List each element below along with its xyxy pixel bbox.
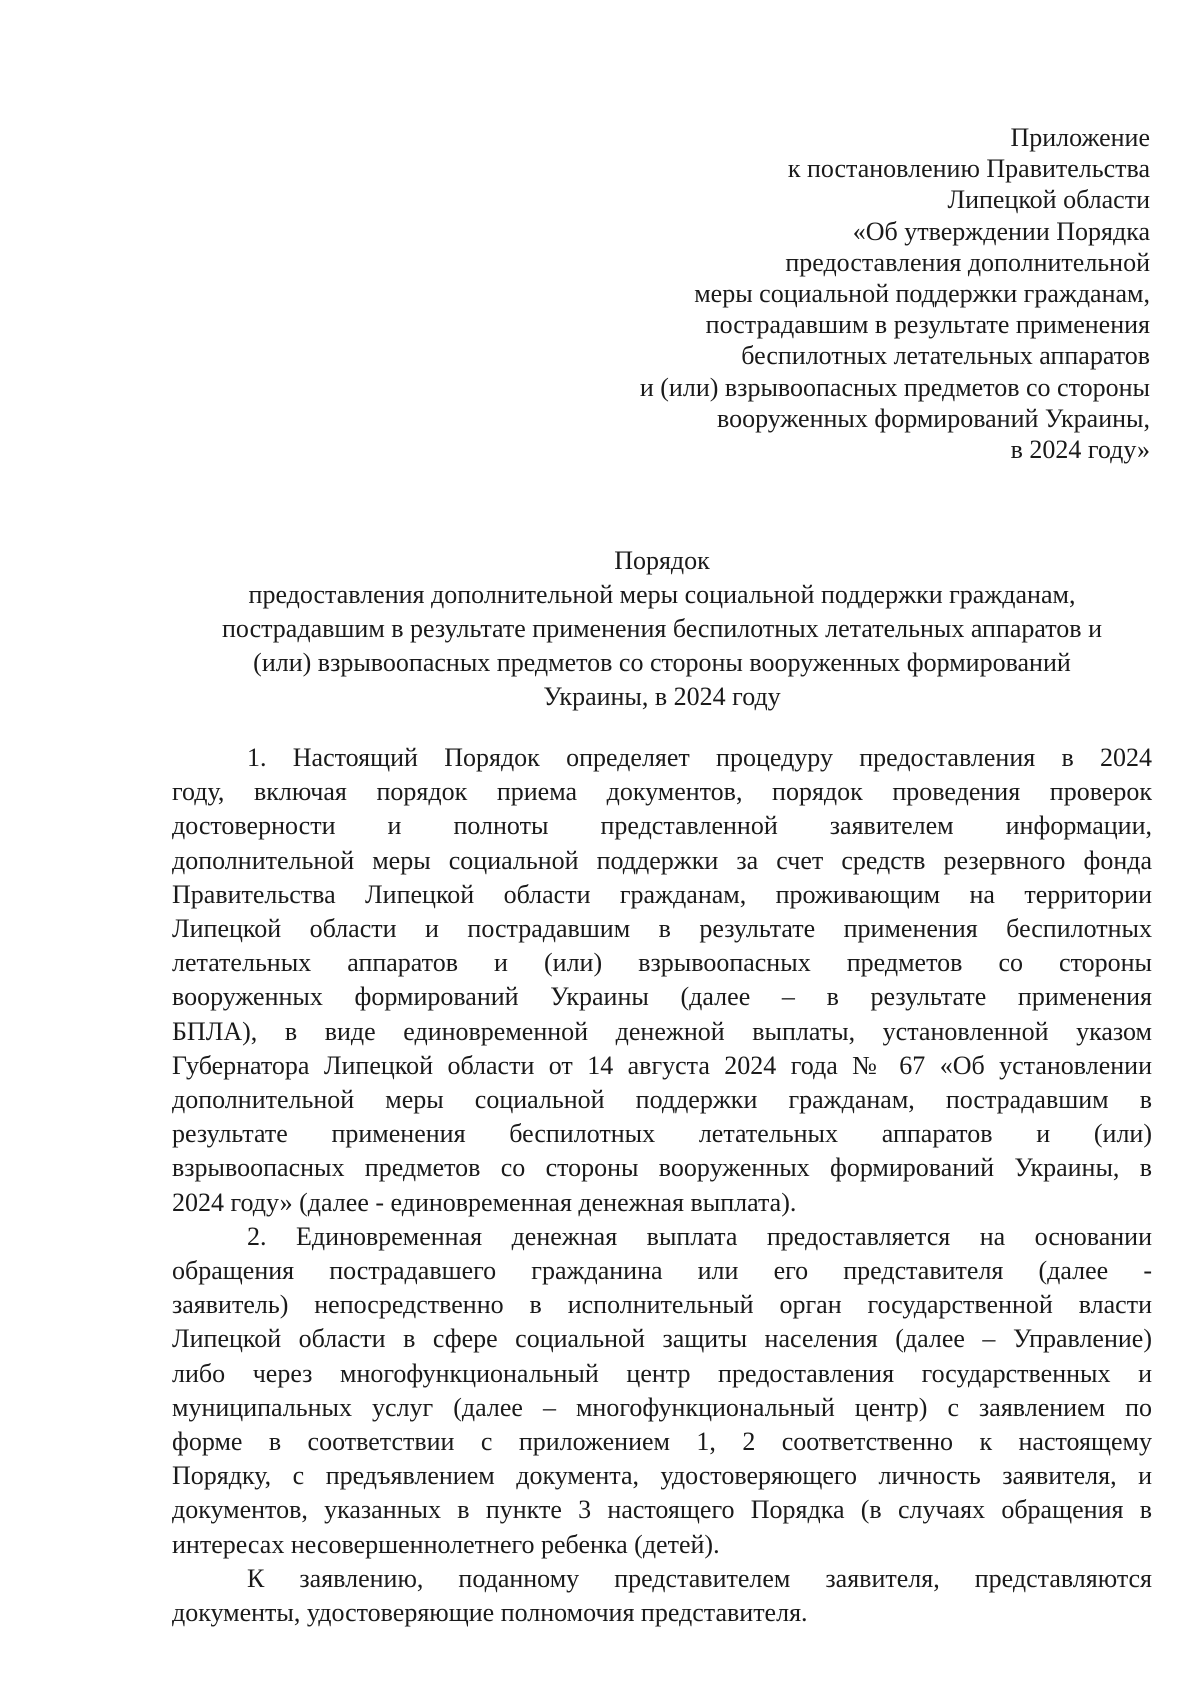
text-line: обращения пострадавшего гражданина или его представителя (далее -	[172, 1256, 1152, 1286]
text-line: дополнительной меры социальной поддержки за счет средств резервного фонда	[172, 845, 1152, 875]
text-line: К заявлению, поданному представителем заявителя, представляются	[247, 1563, 1152, 1593]
text-line: документы, удостоверяющие полномочия представителя.	[172, 1598, 808, 1628]
title-line: предоставления дополнительной меры социальной поддержки гражданам,	[248, 580, 1076, 609]
title-line: (или) взрывоопасных предметов со стороны вооруженных формирований	[253, 648, 1071, 677]
appendix-line: к постановлению Правительства	[787, 154, 1150, 184]
text-line: результате применения беспилотных летательных аппаратов и (или)	[172, 1119, 1152, 1149]
text-line: Правительства Липецкой области гражданам, проживающим на территории	[172, 879, 1152, 909]
appendix-line: Липецкой области	[947, 185, 1150, 215]
appendix-line: пострадавшим в результате применения	[705, 310, 1150, 340]
title-line: Украины, в 2024 году	[543, 682, 781, 711]
appendix-line: «Об утверждении Порядка	[852, 216, 1150, 246]
title-heading: Порядок	[614, 546, 710, 575]
text-line: Липецкой области в сфере социальной защиты населения (далее – Управление)	[172, 1324, 1152, 1354]
appendix-line: и (или) взрывоопасных предметов со стороны	[639, 372, 1150, 402]
text-line: 2. Единовременная денежная выплата предоставляется на основании	[247, 1221, 1152, 1251]
document-body	[172, 741, 1152, 1630]
paragraph-2	[172, 1220, 1152, 1562]
text-line: вооруженных формирований Украины (далее – в результате применения	[172, 982, 1152, 1012]
text-line: интересах несовершеннолетнего ребенка (детей).	[172, 1529, 720, 1559]
document-title	[172, 544, 1152, 714]
text-line: Порядку, с предъявлением документа, удостоверяющего личность заявителя, и	[172, 1461, 1152, 1491]
paragraph-3	[172, 1562, 1152, 1630]
text-line: 2024 году» (далее - единовременная денежная выплата).	[172, 1187, 797, 1217]
appendix-line: Приложение	[1010, 123, 1150, 152]
text-line: году, включая порядок приема документов, порядок проведения проверок	[172, 777, 1152, 807]
text-line: либо через многофункциональный центр предоставления государственных и	[172, 1358, 1152, 1388]
text-line: Липецкой области и пострадавшим в результате применения беспилотных	[172, 914, 1152, 944]
appendix-line: в 2024 году»	[1010, 435, 1150, 465]
text-line: БПЛА), в виде единовременной денежной выплаты, установленной указом	[172, 1016, 1152, 1046]
appendix-line: меры социальной поддержки гражданам,	[694, 279, 1150, 309]
appendix-line: предоставления дополнительной	[785, 247, 1150, 277]
text-line: летательных аппаратов и (или) взрывоопасных предметов со стороны	[172, 948, 1152, 978]
text-line: 1. Настоящий Порядок определяет процедуру предоставления в 2024	[247, 743, 1152, 772]
title-line: пострадавшим в результате применения беспилотных летательных аппаратов и	[222, 614, 1102, 643]
text-line: муниципальных услуг (далее – многофункциональный центр) с заявлением по	[172, 1392, 1152, 1422]
text-line: документов, указанных в пункте 3 настоящего Порядка (в случаях обращения в	[172, 1495, 1152, 1525]
appendix-block	[560, 122, 1150, 465]
appendix-line: вооруженных формирований Украины,	[717, 403, 1150, 433]
appendix-line: беспилотных летательных аппаратов	[741, 341, 1150, 371]
text-line: заявитель) непосредственно в исполнительный орган государственной власти	[172, 1290, 1152, 1320]
text-line: Губернатора Липецкой области от 14 августа 2024 года № 67 «Об установлении	[172, 1050, 1152, 1080]
text-line: форме в соответствии с приложением 1, 2 соответственно к настоящему	[172, 1427, 1152, 1457]
text-line: достоверности и полноты представленной заявителем информации,	[172, 811, 1152, 841]
paragraph-1	[172, 741, 1152, 1220]
text-line: взрывоопасных предметов со стороны вооруженных формирований Украины, в	[172, 1153, 1152, 1183]
text-line: дополнительной меры социальной поддержки гражданам, пострадавшим в	[172, 1085, 1152, 1115]
